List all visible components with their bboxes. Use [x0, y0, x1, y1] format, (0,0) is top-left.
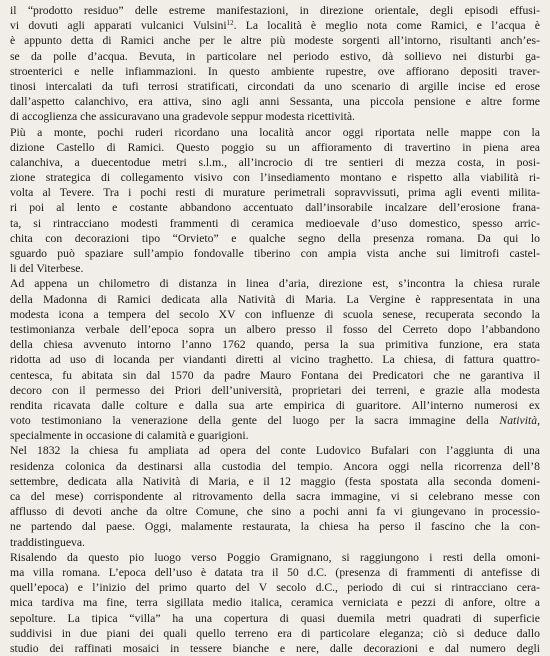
italic-word: Natività	[499, 414, 538, 428]
text-line: della chiesa avvenuto intorno l’anno 1762 quando, persa la sua primitiva funzione, era stata	[10, 338, 540, 352]
text-line: volta al Tevere. Tra i pochi resti di murature perimetrali sopravvissuti, prima agli eventi milita-	[10, 186, 540, 200]
text-line: rendita ricavata dalle colture e dalla sua arte empirica di guaritore. All’interno numerosi ex	[10, 398, 540, 412]
text-line: ma villa romana. L’epoca dell’uso è datata tra il 50 d.C. (presenza di frammenti di antefisse di	[10, 565, 540, 579]
text-line: calanchiva, a duecentodue metri s.l.m., all’incrocio di tre sentieri di mezza costa, in posi-	[10, 155, 540, 169]
text-line: stroenterici e nelle infiammazioni. In questo ambiente rupestre, ove affiorano depositi traver-	[10, 64, 540, 78]
text-line	[10, 18, 540, 33]
text-line: modesta icona a tempera del secolo XV con influenze di scuola senese, recuperata secondo la	[10, 307, 540, 321]
text-line: traddistingueva.	[10, 535, 85, 549]
text-line: testimonianza verbale dell’epoca sopra un albero presso il fosso del Cerreto dopo l’abbandono	[10, 322, 540, 336]
text-line: Più a monte, pochi ruderi ricordano una località ancor oggi riportata nelle mappe con la	[10, 125, 540, 139]
text-line: settembre, dedicata alla Natività di Maria, e il 12 maggio (festa spostata alla seconda domeni-	[10, 474, 540, 488]
text-line: Nel 1832 la chiesa fu ampliata ad opera del conte Ludovico Bufalari con l’aggiunta di una	[10, 444, 540, 458]
text-line: della Madonna di Ramici dedicata alla Natività di Maria. La Vergine è rappresentata in una	[10, 292, 540, 306]
text-line: specialmente in occasione di calamità e guarigioni.	[10, 429, 249, 443]
text-fragment: voto testimoniano la venerazione della gente del luogo per la sacra immagine della	[10, 414, 500, 428]
text-line: ri poi al lento e costante abbandono accentuato dall’insorabile incalzare dell’erosione frana-	[10, 201, 540, 215]
text-line: dizione Castello di Ramici. Questo poggio su un affioramento di travertino in piena area	[10, 140, 540, 154]
text-line: li del Viterbese.	[10, 262, 84, 276]
paragraph-5	[10, 550, 540, 656]
text-line	[10, 413, 540, 428]
text-line: ta, si rintracciano modesti frammenti di ceramica medioevale d’uso domestico, spesso arric-	[10, 216, 540, 230]
text-line: sepolture. La tipica “villa” ha una copertura di quasi duemila metri quadrati di superficie	[10, 611, 540, 625]
text-fragment: . La località è meglio nota come Ramici, e l’acqua è	[233, 19, 540, 33]
paragraph-3	[10, 276, 540, 443]
text-line: se da polle d’acqua. Bevuta, in particolare nel periodo estivo, dà sollievo nei disturbi ga-	[10, 49, 540, 63]
text-line: il “prodotto residuo” delle estreme manifestazioni, in direzione orientale, degli episodi effusi-	[10, 4, 540, 17]
text-line: di accoglienza che assicuravano una gradevole seppur modesta ricettività.	[10, 110, 355, 124]
text-line: centesca, fu abitata sin dal 1570 da padre Mauro Fontana dei Predicatori che ne garantiva il	[10, 368, 540, 382]
text-line: sguardo può spaziare sull’ampio fondovalle tiberino con ampia vista anche sui limitrofi castel-	[10, 247, 540, 260]
text-line: Risalendo da questo pio luogo verso Poggio Gramignano, si raggiungono i resti della omoni-	[10, 550, 540, 564]
text-line: quell’epoca) e l’inizio del primo quarto del V secolo d.C., periodo di cui si rintracciano cera-	[10, 581, 540, 595]
text-line: residenza colonica da destinarsi alla custodia del tempio. Ancora oggi nella ricorrenza dell’8	[10, 459, 540, 473]
text-line: zione strategica di collegamento visivo con l’insediamento montano e rispetto alla viabilità ri-	[10, 171, 540, 185]
text-line: Ad appena un chilometro di distanza in linea d’aria, direzione est, s’incontra la chiesa rurale	[10, 277, 540, 291]
paragraph-4	[10, 443, 540, 549]
text-line: decoro con il permesso dei Priori dell’università, proprietari dei terreni, e grazie alla modesta	[10, 383, 540, 397]
text-line: chita con decorazioni tipo “Orvieto” e qualche segno della presenza romana. Da qui lo	[10, 231, 540, 245]
paragraph-1	[10, 3, 540, 125]
text-line: afflusso di devoti anche da oltre Comune, che sino a pochi anni fa vi giungevano in processio-	[10, 505, 540, 519]
text-line: ca del mese) corrispondente al ritrovamento della sacra immagine, vi si celebrano messe con	[10, 490, 540, 503]
text-line: suddivisi in due piani dei quali quello terreno era di particolare eleganza; ciò si deduce dallo	[10, 626, 540, 640]
footnote-reference: 12	[226, 19, 234, 28]
text-line: studio dei raffinati mosaici in tessere bianche e nere, dalle decorazioni e dal numero degli	[10, 641, 540, 655]
text-line: tinosi intercalati da tufi terrosi stratificati, circondati da uno scenario di argille incise ed erose	[10, 79, 540, 93]
text-line: è appunto detta di Ramici anche per le altre più modeste sorgenti all’intorno, risultanti anch’es-	[10, 34, 540, 48]
text-line: ne partendo dal paese. Oggi, malamente restaurata, la chiesa ha perso il fascino che la con-	[10, 520, 540, 534]
text-line: dall’aspetto calanchivo, era attiva, sino agli anni Sessanta, una piccola pensione e altre forme	[10, 95, 540, 109]
text-line: ridotta ad uso di locanda per viandanti diretti al vicino traghetto. La chiesa, di fattura quattro-	[10, 353, 540, 367]
paragraph-2	[10, 125, 540, 277]
text-line: mica tardiva ma fine, terra sigillata medio italica, ceramica verniciata e pezzi di anfore, oltre a	[10, 596, 540, 610]
text-fragment: ,	[537, 414, 540, 428]
text-fragment: vi dovuti agli apparati vulcanici Vulsini	[10, 19, 227, 33]
